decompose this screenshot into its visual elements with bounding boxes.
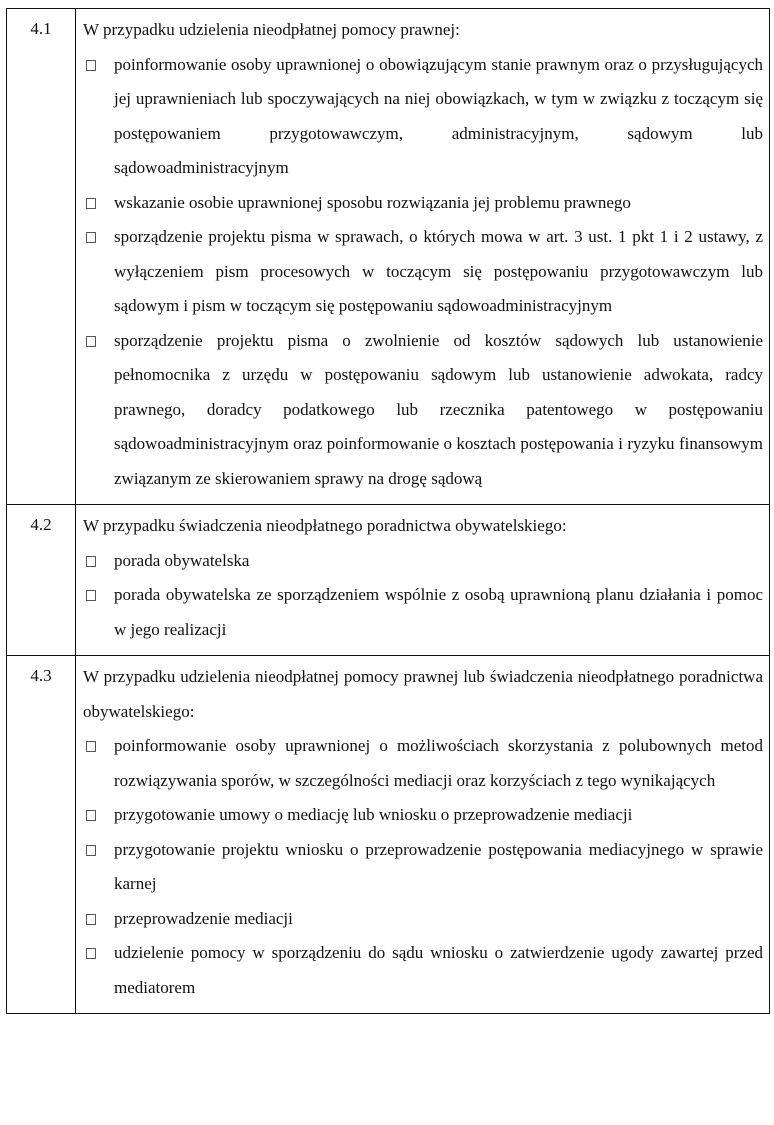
option-item[interactable] xyxy=(83,936,763,1005)
section-heading: W przypadku udzielenia nieodpłatnej pomocy prawnej lub świadczenia nieodpłatnego poradnictwa obywatelskiego: xyxy=(83,667,763,721)
option-item[interactable] xyxy=(83,324,763,497)
section-heading: W przypadku świadczenia nieodpłatnego poradnictwa obywatelskiego: xyxy=(83,516,567,535)
option-label: udzielenie pomocy w sporządzeniu do sądu wniosku o zatwierdzenie ugody zawartej przed mediatorem xyxy=(114,943,763,997)
checkbox[interactable] xyxy=(86,741,96,752)
checkbox[interactable] xyxy=(86,590,96,601)
section-row-4-1 xyxy=(7,9,770,505)
section-number: 4.2 xyxy=(7,505,76,656)
option-label: poinformowanie osoby uprawnionej o obowiązującym stanie prawnym oraz o przysługujących jej uprawnieniach lub spoczywających na niej obowiązkach, w tym w związku z toczącym się postępowaniem przygotowawczym, administracyjnym, sądowym lub sądowoadministracyjnym xyxy=(114,54,763,177)
checkbox[interactable] xyxy=(86,556,96,567)
checkbox[interactable] xyxy=(86,232,96,243)
section-number: 4.1 xyxy=(7,9,76,505)
option-item[interactable] xyxy=(83,833,763,902)
option-label: przygotowanie projektu wniosku o przeprowadzenie postępowania mediacyjnego w sprawie karnej xyxy=(114,839,763,893)
option-item[interactable] xyxy=(83,544,763,579)
option-label: sporządzenie projektu pisma w sprawach, o których mowa w art. 3 ust. 1 pkt 1 i 2 ustawy, z wyłączeniem pism procesowych w toczącym się postępowaniu przygotowawczym lub sądowym i pism w toczącym się postępowaniu sądowoadministracyjnym xyxy=(114,227,763,315)
option-item[interactable] xyxy=(83,48,763,186)
option-item[interactable] xyxy=(83,186,763,221)
option-label: sporządzenie projektu pisma o zwolnienie od kosztów sądowych lub ustanowienie pełnomocnika z urzędu w postępowaniu sądowym lub ustanowienie adwokata, radcy prawnego, doradcy podatkowego lub rzecznika patentowego w postępowaniu sądowoadministracyjnym oraz poinformowanie o kosztach postępowania i ryzyku finansowym związanym ze skierowaniem sprawy na drogę sądową xyxy=(114,330,763,488)
checkbox[interactable] xyxy=(86,810,96,821)
section-row-4-3 xyxy=(7,656,770,1014)
option-label: przeprowadzenie mediacji xyxy=(114,908,293,928)
option-item[interactable] xyxy=(83,220,763,324)
section-number: 4.3 xyxy=(7,656,76,1014)
section-heading: W przypadku udzielenia nieodpłatnej pomocy prawnej: xyxy=(83,20,460,39)
option-label: wskazanie osobie uprawnionej sposobu rozwiązania jej problemu prawnego xyxy=(114,192,631,212)
option-item[interactable] xyxy=(83,798,763,833)
section-content xyxy=(76,505,770,656)
option-label: porada obywatelska ze sporządzeniem wspólnie z osobą uprawnioną planu działania i pomoc w jego realizacji xyxy=(114,585,763,639)
option-item[interactable] xyxy=(83,902,763,937)
checkbox[interactable] xyxy=(86,914,96,925)
checkbox[interactable] xyxy=(86,60,96,71)
services-form-table xyxy=(6,8,770,1014)
option-item[interactable] xyxy=(83,729,763,798)
checkbox[interactable] xyxy=(86,198,96,209)
section-content xyxy=(76,656,770,1014)
option-label: poinformowanie osoby uprawnionej o możliwościach skorzystania z polubownych metod rozwiązywania sporów, w szczególności mediacji oraz korzyściach z tego wynikających xyxy=(114,736,763,790)
section-content xyxy=(76,9,770,505)
option-label: porada obywatelska xyxy=(114,550,250,570)
checkbox[interactable] xyxy=(86,336,96,347)
option-item[interactable] xyxy=(83,578,763,647)
checkbox[interactable] xyxy=(86,845,96,856)
section-row-4-2 xyxy=(7,505,770,656)
checkbox[interactable] xyxy=(86,948,96,959)
option-label: przygotowanie umowy o mediację lub wniosku o przeprowadzenie mediacji xyxy=(114,805,633,824)
